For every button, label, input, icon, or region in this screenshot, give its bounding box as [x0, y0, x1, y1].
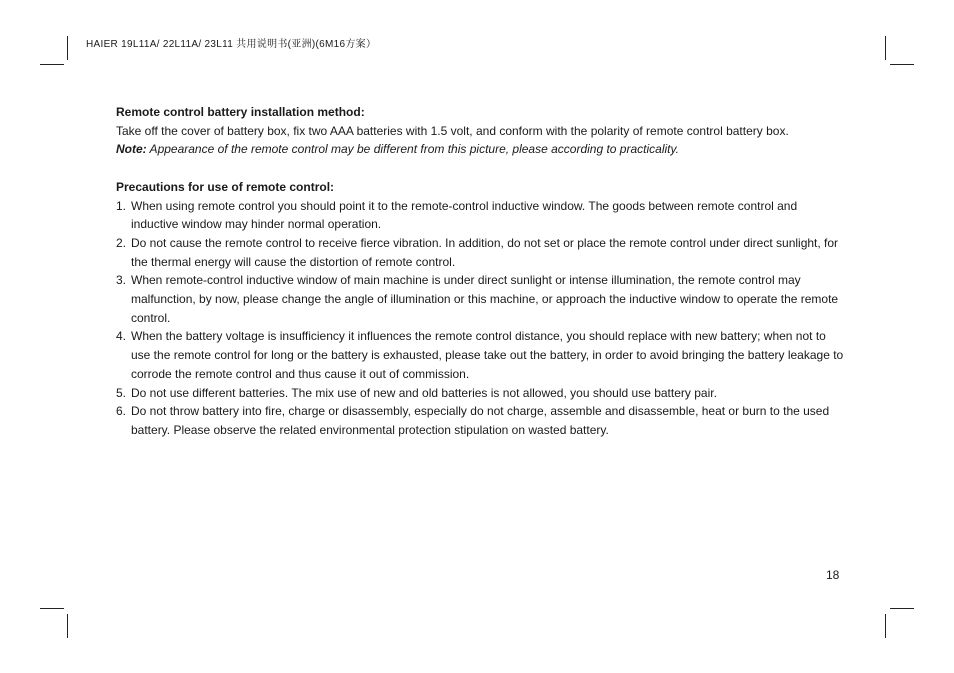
note-label: Note:	[116, 142, 147, 157]
battery-installation-body: Take off the cover of battery box, fix two AAA batteries with 1.5 volt, and conform with the polarity of remote control battery box.	[116, 123, 789, 138]
list-item-text: Do not throw battery into fire, charge or disassembly, especially do not charge, assemble and disassemble, heat or burn to the used battery. Please observe the related environmental protection stipulation on wasted battery.	[131, 404, 830, 437]
list-item-text: When remote-control inductive window of main machine is under direct sunlight or intense illumination, the remote control may malfunction, by now, please change the angle of illumination or this machine, or approach the inductive window to operate the remote control.	[131, 273, 839, 325]
crop-mark-bottom-right-horizontal	[890, 608, 914, 609]
crop-mark-top-left-vertical	[67, 36, 68, 60]
crop-mark-top-right-vertical	[885, 36, 886, 60]
page-content	[116, 103, 846, 440]
list-item-number: 3.	[116, 273, 127, 288]
list-item	[116, 327, 846, 383]
page-number: 18	[826, 568, 840, 582]
note-paragraph	[116, 140, 846, 159]
battery-installation-heading: Remote control battery installation method:	[116, 105, 365, 119]
list-item	[116, 402, 846, 439]
crop-mark-bottom-right-vertical	[885, 614, 886, 638]
crop-mark-bottom-left-horizontal	[40, 608, 64, 609]
list-item	[116, 234, 846, 271]
list-item-number: 5.	[116, 385, 127, 400]
list-item-text: Do not use different batteries. The mix use of new and old batteries is not allowed, you should use battery pair.	[131, 385, 717, 400]
list-item	[116, 384, 846, 403]
document-header: HAIER 19L11A/ 22L11A/ 23L11 共用说明书(亚洲)(6M16方案）	[86, 39, 377, 50]
list-item	[116, 197, 846, 234]
crop-mark-bottom-left-vertical	[67, 614, 68, 638]
section-spacer	[116, 159, 846, 178]
list-item-number: 1.	[116, 198, 127, 213]
note-text: Appearance of the remote control may be different from this picture, please according to practicality.	[146, 142, 679, 157]
list-item	[116, 271, 846, 327]
list-item-text: Do not cause the remote control to receive fierce vibration. In addition, do not set or place the remote control under direct sunlight, for the thermal energy will cause the distortion of remote control.	[131, 235, 839, 269]
list-item-number: 2.	[116, 235, 127, 250]
precautions-list	[116, 197, 846, 440]
crop-mark-top-right-horizontal	[890, 64, 914, 65]
list-item-text: When the battery voltage is insufficiency it influences the remote control distance, you should replace with new battery; when not to use the remote control for long or the battery is exhausted, please take out the battery, in order to avoid bringing the battery leakage to corrode the remote control and thus cause it out of commission.	[131, 329, 844, 381]
crop-mark-top-left-horizontal	[40, 64, 64, 65]
list-item-text: When using remote control you should point it to the remote-control inductive window. The goods between remote control and inductive window may hinder normal operation.	[131, 198, 798, 232]
list-item-number: 6.	[116, 404, 127, 419]
list-item-number: 4.	[116, 329, 127, 344]
precautions-heading: Precautions for use of remote control:	[116, 179, 335, 194]
